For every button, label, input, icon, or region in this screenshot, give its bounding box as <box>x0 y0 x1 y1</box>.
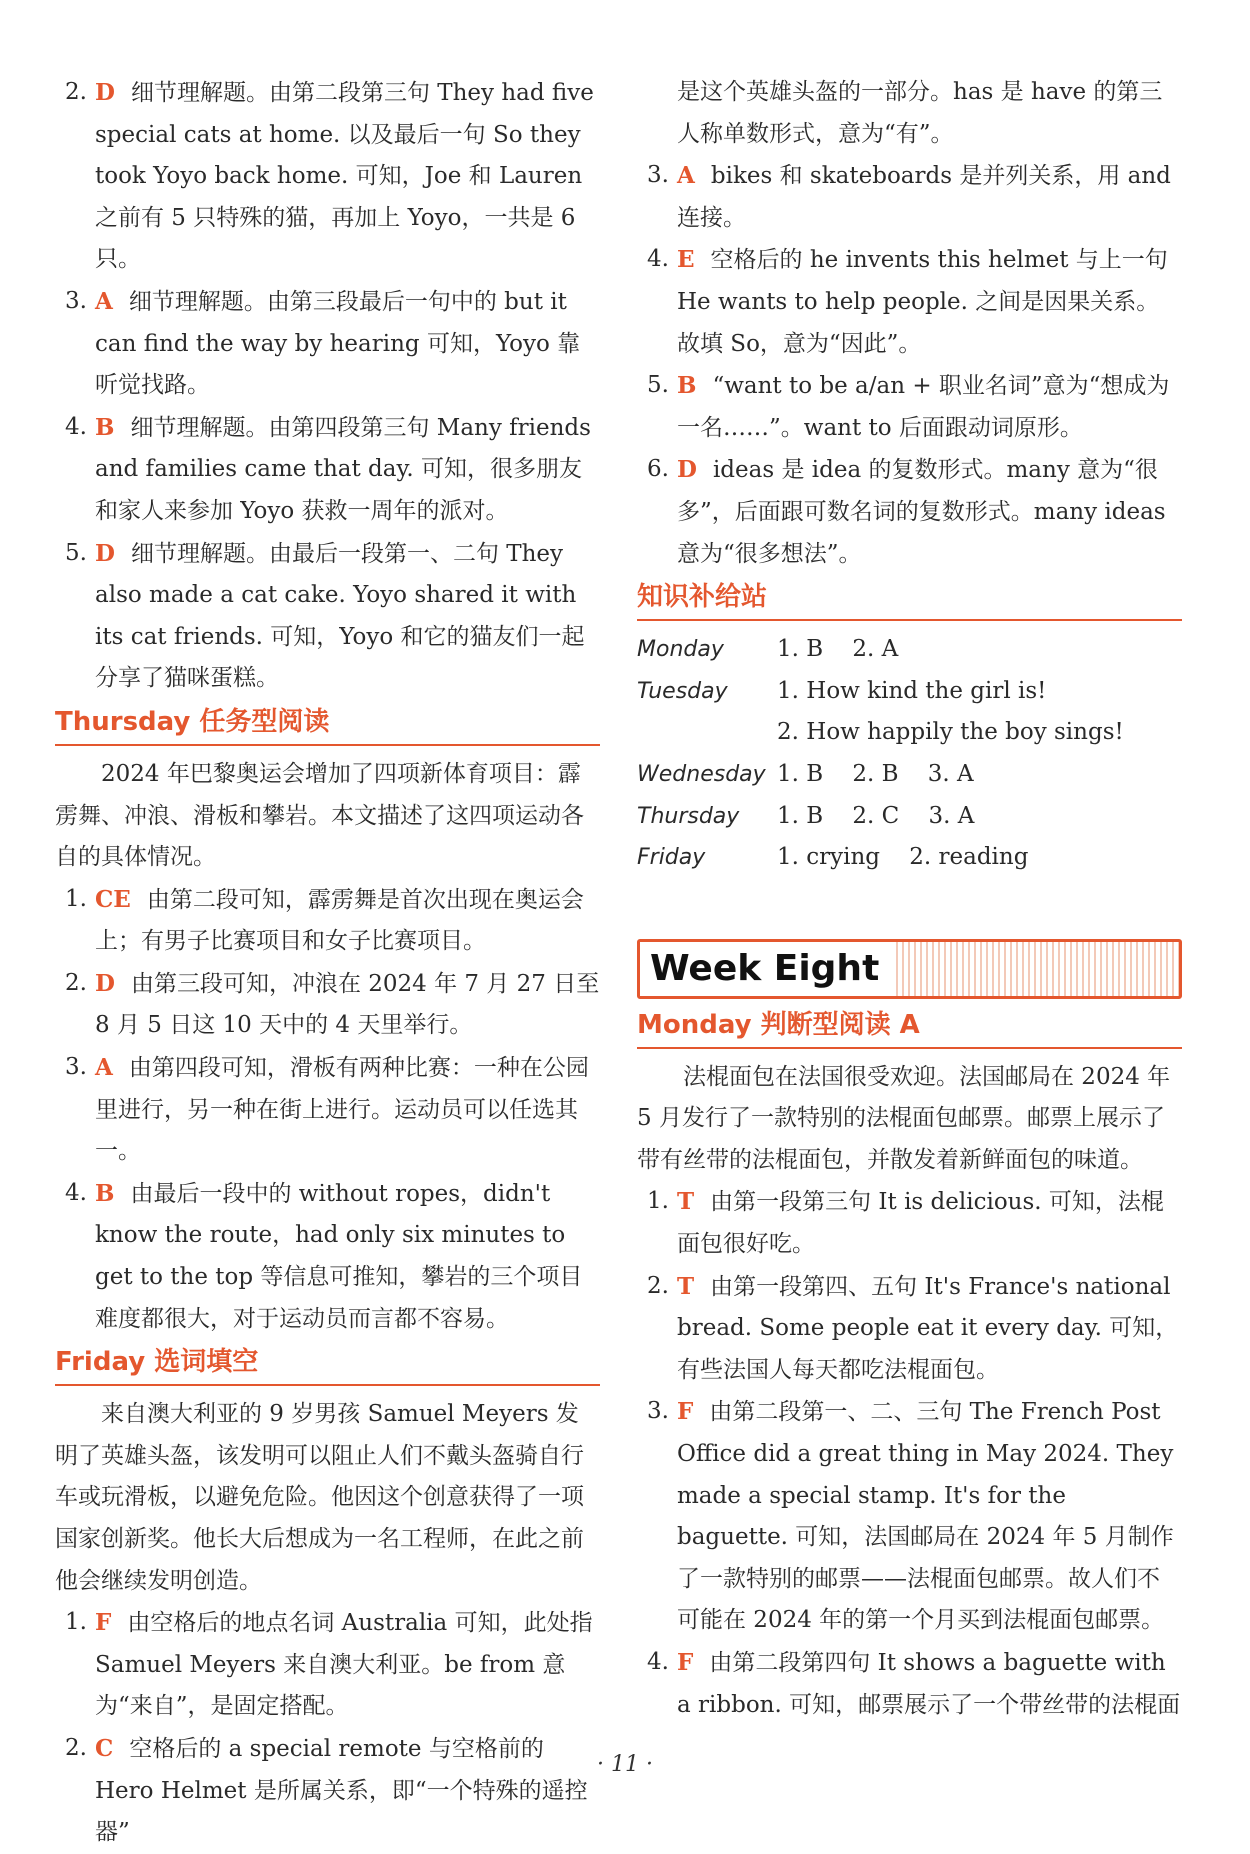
item-number: 4. <box>65 1179 87 1206</box>
section-title-monday: Monday 判断型阅读 A <box>637 1007 1182 1049</box>
section-title-knowledge: 知识补给站 <box>637 579 1182 621</box>
explanation: 由最后一段中的 without ropes，didn't know the route，had only six minutes to get to the top 等信息可推知，攀岩的三个项目难度都很大，对于运动员而言都不容易。 <box>95 1180 583 1332</box>
answer-item <box>55 72 600 281</box>
explanation: 由第二段可知，霹雳舞是首次出现在奥运会上；有男子比赛项目和女子比赛项目。 <box>95 886 584 955</box>
answer-item <box>55 407 600 533</box>
explanation: ideas 是 idea 的复数形式。many 意为“很多”，后面跟可数名词的复数形式。many ideas 意为“很多想法”。 <box>677 457 1166 567</box>
answer-letter: B <box>95 1179 115 1207</box>
explanation: 细节理解题。由第三段最后一句中的 but it can find the way by hearing 可知，Yoyo 靠听觉找路。 <box>95 288 581 399</box>
explanation: bikes 和 skateboards 是并列关系，用 and 连接。 <box>677 163 1171 231</box>
answer-letter: D <box>677 456 697 484</box>
day-label: Thursday <box>637 803 740 829</box>
answer-letter: A <box>95 287 113 315</box>
answer-letter: T <box>677 1272 695 1300</box>
answer-letter: T <box>677 1188 695 1216</box>
section-intro: 2024 年巴黎奥运会增加了四项新体育项目：霹雳舞、冲浪、滑板和攀岩。本文描述了这四项运动各自的具体情况。 <box>55 760 584 871</box>
answer-item <box>55 281 600 407</box>
explanation: 由空格后的地点名词 Australia 可知，此处指 Samuel Meyers 来自澳大利亚。be from 意为“来自”，是固定搭配。 <box>95 1610 593 1720</box>
answer-item <box>637 449 1182 575</box>
answer-letter: D <box>95 969 115 997</box>
item-number: 4. <box>647 246 669 273</box>
answer-letter: A <box>677 162 695 190</box>
knowledge-row <box>637 754 1182 796</box>
answer-letter: B <box>95 413 115 441</box>
explanation: 细节理解题。由第四段第三句 Many friends and families came that day. 可知，很多朋友和家人来参加 Yoyo 获救一周年的派对。 <box>95 414 591 524</box>
section-intro: 来自澳大利亚的 9 岁男孩 Samuel Meyers 发明了英雄头盔，该发明可以阻止人们不戴头盔骑自行车或玩滑板，以避免危险。他因这个创意获得了一项国家创新奖。他长大后想成为一名工程师，在此之前他会继续发明创造。 <box>55 1401 584 1594</box>
item-number: 3. <box>65 1054 87 1081</box>
answer-item <box>637 155 1182 239</box>
item-number: 2. <box>647 1272 669 1299</box>
answer-letter: F <box>677 1649 694 1676</box>
answer-letter: F <box>677 1398 694 1426</box>
knowledge-row <box>637 671 1182 713</box>
explanation: 细节理解题。由第二段第三句 They had five special cats at home. 以及最后一句 So they took Yoyo back home. 可知，Joe 和 Lauren 之前有 5 只特殊的猫，再加上 Yoyo，一共是 6 只。 <box>95 80 594 273</box>
item-number: 2. <box>65 1734 87 1761</box>
answer-item <box>55 533 600 700</box>
day-answers: 1. B 2. A <box>777 636 899 663</box>
explanation: 由第一段第三句 It is delicious. 可知，法棍面包很好吃。 <box>677 1189 1164 1258</box>
explanation: 细节理解题。由最后一段第一、二句 They also made a cat cake. Yoyo shared it with its cat friends. 可知，Yoyo 和它的猫友们一起分享了猫咪蛋糕。 <box>95 540 585 692</box>
explanation: 空格后的 he invents this helmet 与上一句 He wants to help people. 之间是因果关系。故填 So，意为“因此”。 <box>677 247 1168 357</box>
item-number: 4. <box>647 1649 669 1675</box>
item-number: 4. <box>65 413 87 440</box>
answer-letter: B <box>677 372 697 400</box>
day-label: Friday <box>637 845 706 871</box>
item-number: 2. <box>65 969 87 996</box>
answer-letter: CE <box>95 885 131 913</box>
answer-item <box>637 239 1182 365</box>
item-number: 3. <box>65 287 87 314</box>
item-number: 2. <box>65 79 87 105</box>
answer-item <box>637 1266 1182 1392</box>
explanation: 由第二段第四句 It shows a baguette with a ribbon. 可知，邮票展示了一个带丝带的法棍面 <box>677 1650 1181 1718</box>
answer-letter: D <box>95 79 115 106</box>
page-number: · 11 · <box>597 1752 653 1777</box>
knowledge-row <box>637 796 1182 838</box>
item-number: 1. <box>647 1188 669 1215</box>
answer-item <box>55 963 600 1047</box>
day-answers: 1. B 2. C 3. A <box>777 802 975 829</box>
answer-item <box>637 365 1182 449</box>
explanation: “want to be a/an + 职业名词”意为“想成为一名……”。want to 后面跟动词原形。 <box>677 373 1170 441</box>
item-number: 3. <box>647 162 669 189</box>
answer-item <box>637 1642 1182 1726</box>
section-title-thursday: Thursday 任务型阅读 <box>55 704 600 746</box>
answer-letter: D <box>95 539 115 567</box>
continued-text: 是这个英雄头盔的一部分。has 是 have 的第三人称单数形式，意为“有”。 <box>677 79 1163 147</box>
answer-letter: C <box>95 1734 114 1762</box>
right-column <box>637 72 1182 1726</box>
item-number: 5. <box>65 539 87 566</box>
item-number: 1. <box>65 1609 87 1636</box>
left-column <box>55 72 600 1854</box>
item-number: 3. <box>647 1398 669 1425</box>
explanation: 由第二段第一、二、三句 The French Post Office did a great thing in May 2024. They made a special stamp. It's for the baguette. 可知，法国邮局在 2024 年 5 月制作了一款特别的邮票——法棍面包邮票。故人们不可能在 2024 年的第一个月买到法棍面包邮票。 <box>677 1399 1174 1634</box>
day-label: Wednesday <box>637 761 766 787</box>
answer-item <box>55 1047 600 1173</box>
knowledge-row <box>637 712 1182 754</box>
answer-letter: A <box>95 1054 113 1082</box>
explanation: 由第一段第四、五句 It's France's national bread. Some people eat it every day. 可知，有些法国人每天都吃法棍面包。 <box>677 1273 1179 1383</box>
section-title-friday: Friday 选词填空 <box>55 1344 600 1386</box>
day-answers: 1. crying 2. reading <box>777 844 1029 871</box>
day-answers: 2. How happily the boy sings! <box>777 719 1124 746</box>
week-title: Week Eight <box>640 942 893 996</box>
answer-item <box>55 1602 600 1728</box>
answer-letter: F <box>95 1609 112 1637</box>
explanation: 由第四段可知，滑板有两种比赛：一种在公园里进行，另一种在街上进行。运动员可以任选其一。 <box>95 1055 589 1165</box>
week-banner <box>637 939 1182 999</box>
day-label: Monday <box>637 637 724 663</box>
section-intro: 法棍面包在法国很受欢迎。法国邮局在 2024 年 5 月发行了一款特别的法棍面包邮票。邮票上展示了带有丝带的法棍面包，并散发着新鲜面包的味道。 <box>637 1063 1171 1173</box>
item-number: 1. <box>65 885 87 912</box>
knowledge-row <box>637 837 1182 879</box>
explanation: 空格后的 a special remote 与空格前的 Hero Helmet 是所属关系，即“一个特殊的遥控器” <box>95 1735 588 1846</box>
answer-item <box>55 1173 600 1340</box>
answer-item <box>637 1181 1182 1265</box>
day-answers: 1. How kind the girl is! <box>777 677 1047 704</box>
item-number: 6. <box>647 456 669 483</box>
explanation: 由第三段可知，冲浪在 2024 年 7 月 27 日至 8 月 5 日这 10 天中的 4 天里举行。 <box>95 970 600 1039</box>
day-label: Tuesday <box>637 678 728 704</box>
item-number: 5. <box>647 372 669 399</box>
answer-item <box>55 879 600 963</box>
answer-item <box>637 1391 1182 1642</box>
day-answers: 1. B 2. B 3. A <box>777 760 974 787</box>
answer-item <box>55 1728 600 1854</box>
knowledge-row <box>637 629 1182 671</box>
answer-letter: E <box>677 246 695 274</box>
